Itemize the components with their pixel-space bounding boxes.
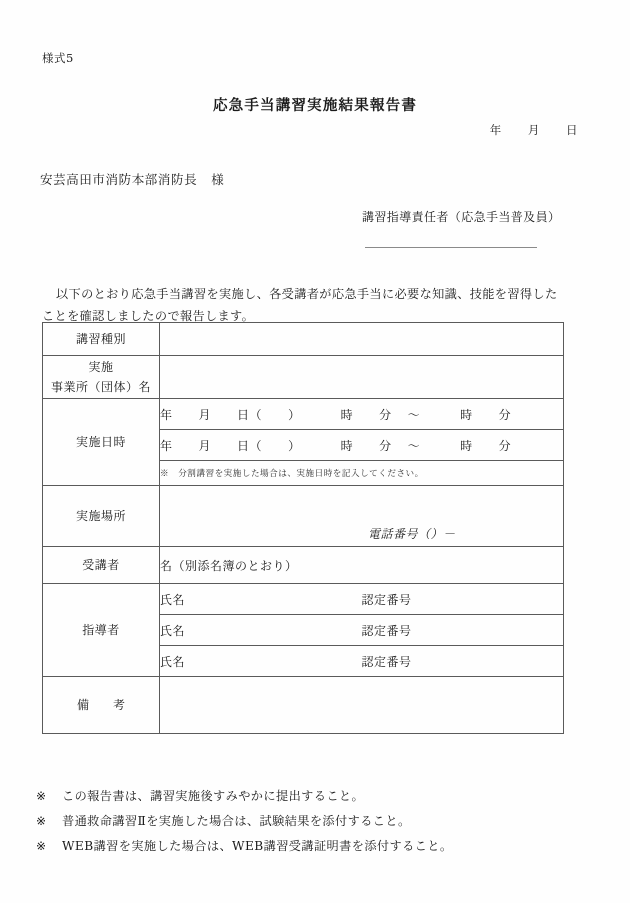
value-place-cell[interactable] <box>160 486 564 547</box>
dt1-hour: 時 <box>340 407 354 422</box>
dt1-day: 日 <box>237 407 250 422</box>
value-remarks[interactable] <box>160 677 564 734</box>
dt2-minute2: 分 <box>498 438 512 453</box>
dt2-day: 日 <box>237 438 250 453</box>
value-attendees[interactable]: 名（別添名簿のとおり） <box>160 547 564 584</box>
instructor-1-name-label: 氏名 <box>160 584 362 615</box>
body-paragraph: 以下のとおり応急手当講習を実施し、各受講者が応急手当に必要な知識、技能を習得したことを確認しましたので報告します。 <box>42 287 558 323</box>
addressee <box>40 170 224 188</box>
footnote-3 <box>36 834 452 859</box>
instructor-row-1[interactable] <box>160 584 563 615</box>
datetime-cell-group <box>160 399 564 486</box>
datetime-fields-1[interactable] <box>160 399 563 430</box>
dt2-year: 年 <box>160 438 173 453</box>
phone-dash: － <box>443 527 456 541</box>
footnote-3-text: WEB講習を実施した場合は、WEB講習受講証明書を添付すること。 <box>62 839 453 853</box>
phone-paren-close: ） <box>430 527 444 541</box>
footnote-3-mark: ※ <box>36 839 47 853</box>
phone-paren-open: （ <box>418 527 431 541</box>
table-row-place <box>43 486 564 547</box>
dt1-year: 年 <box>160 407 173 422</box>
phone-label: 電話番号 <box>368 527 419 541</box>
table-row-attendees <box>43 547 564 584</box>
datetime-fields-2[interactable] <box>160 430 563 461</box>
label-attendees: 受講者 <box>43 547 160 584</box>
form-number: 様式5 <box>42 51 74 65</box>
footnotes <box>36 784 452 859</box>
instructor-3-cert-label: 認定番号 <box>361 654 412 669</box>
dt2-minute: 分 <box>379 438 392 453</box>
instructor-3-name-label: 氏名 <box>160 654 186 669</box>
label-datetime: 実施日時 <box>43 399 160 486</box>
dt2-month: 月 <box>198 438 212 453</box>
label-instructors: 指導者 <box>43 584 160 677</box>
dt2-hour: 時 <box>340 438 354 453</box>
table-row-remarks <box>43 677 564 734</box>
instructors-subtable <box>160 584 563 676</box>
dt1-minute: 分 <box>379 407 392 422</box>
table-row-organization <box>43 356 564 399</box>
instructor-2-cert-label: 認定番号 <box>362 615 564 646</box>
datetime-row-1[interactable] <box>160 399 563 430</box>
dt2-tilde: ～ <box>407 438 421 453</box>
date-month-label: 月 <box>527 123 540 137</box>
page-title: 応急手当講習実施結果報告書 <box>212 97 418 114</box>
instructor-row-2[interactable] <box>160 615 563 646</box>
signature-line <box>365 247 537 248</box>
instructor-row-3[interactable] <box>160 646 563 677</box>
footnote-2 <box>36 809 452 834</box>
instructors-cell-group <box>160 584 564 677</box>
dt1-month: 月 <box>198 407 212 422</box>
dt1-paren-close: ） <box>288 407 301 422</box>
signer-label: 講習指導責任者（応急手当普及員） <box>362 210 561 224</box>
datetime-note: ※ 分割講習を実施した場合は、実施日時を記入してください。 <box>160 469 424 479</box>
label-organization-line1: 実施 <box>88 360 114 374</box>
footnote-1-mark: ※ <box>36 789 47 803</box>
addressee-honorific: 様 <box>211 172 225 187</box>
label-course-type: 講習種別 <box>43 323 160 356</box>
datetime-note-row <box>160 461 563 486</box>
footnote-1-text: この報告書は、講習実施後すみやかに提出すること。 <box>62 789 365 803</box>
label-place: 実施場所 <box>43 486 160 547</box>
table-row-instructors <box>43 584 564 677</box>
date-day-label: 日 <box>566 123 578 137</box>
dt1-tilde: ～ <box>407 407 421 422</box>
table-row-datetime <box>43 399 564 486</box>
instructor-2-name-label: 氏名 <box>160 615 362 646</box>
dt2-paren-open: （ <box>249 438 263 453</box>
instructor-1-cert-label: 認定番号 <box>362 584 564 615</box>
place-inner <box>160 486 563 546</box>
addressee-name: 安芸高田市消防本部消防長 <box>40 172 198 187</box>
value-course-type[interactable] <box>160 323 564 356</box>
footnote-1 <box>36 784 452 809</box>
label-organization <box>43 356 160 399</box>
datetime-subtable <box>160 399 563 485</box>
dt1-paren-open: （ <box>249 407 263 422</box>
dt2-hour2: 時 <box>460 438 473 453</box>
footnote-2-text: 普通救命講習Ⅱを実施した場合は、試験結果を添付すること。 <box>62 814 411 828</box>
datetime-row-2[interactable] <box>160 430 563 461</box>
date-year-label: 年 <box>489 123 502 137</box>
phone-field[interactable] <box>368 525 456 542</box>
label-remarks: 備 考 <box>43 677 160 734</box>
value-organization[interactable] <box>160 356 564 399</box>
dt2-paren-close: ） <box>288 438 301 453</box>
label-organization-line2: 事業所（団体）名 <box>50 380 151 394</box>
issue-date-line <box>490 122 578 138</box>
report-table <box>42 322 564 734</box>
table-row-course-type <box>43 323 564 356</box>
dt1-hour2: 時 <box>460 407 473 422</box>
footnote-2-mark: ※ <box>36 814 47 828</box>
dt1-minute2: 分 <box>498 407 512 422</box>
